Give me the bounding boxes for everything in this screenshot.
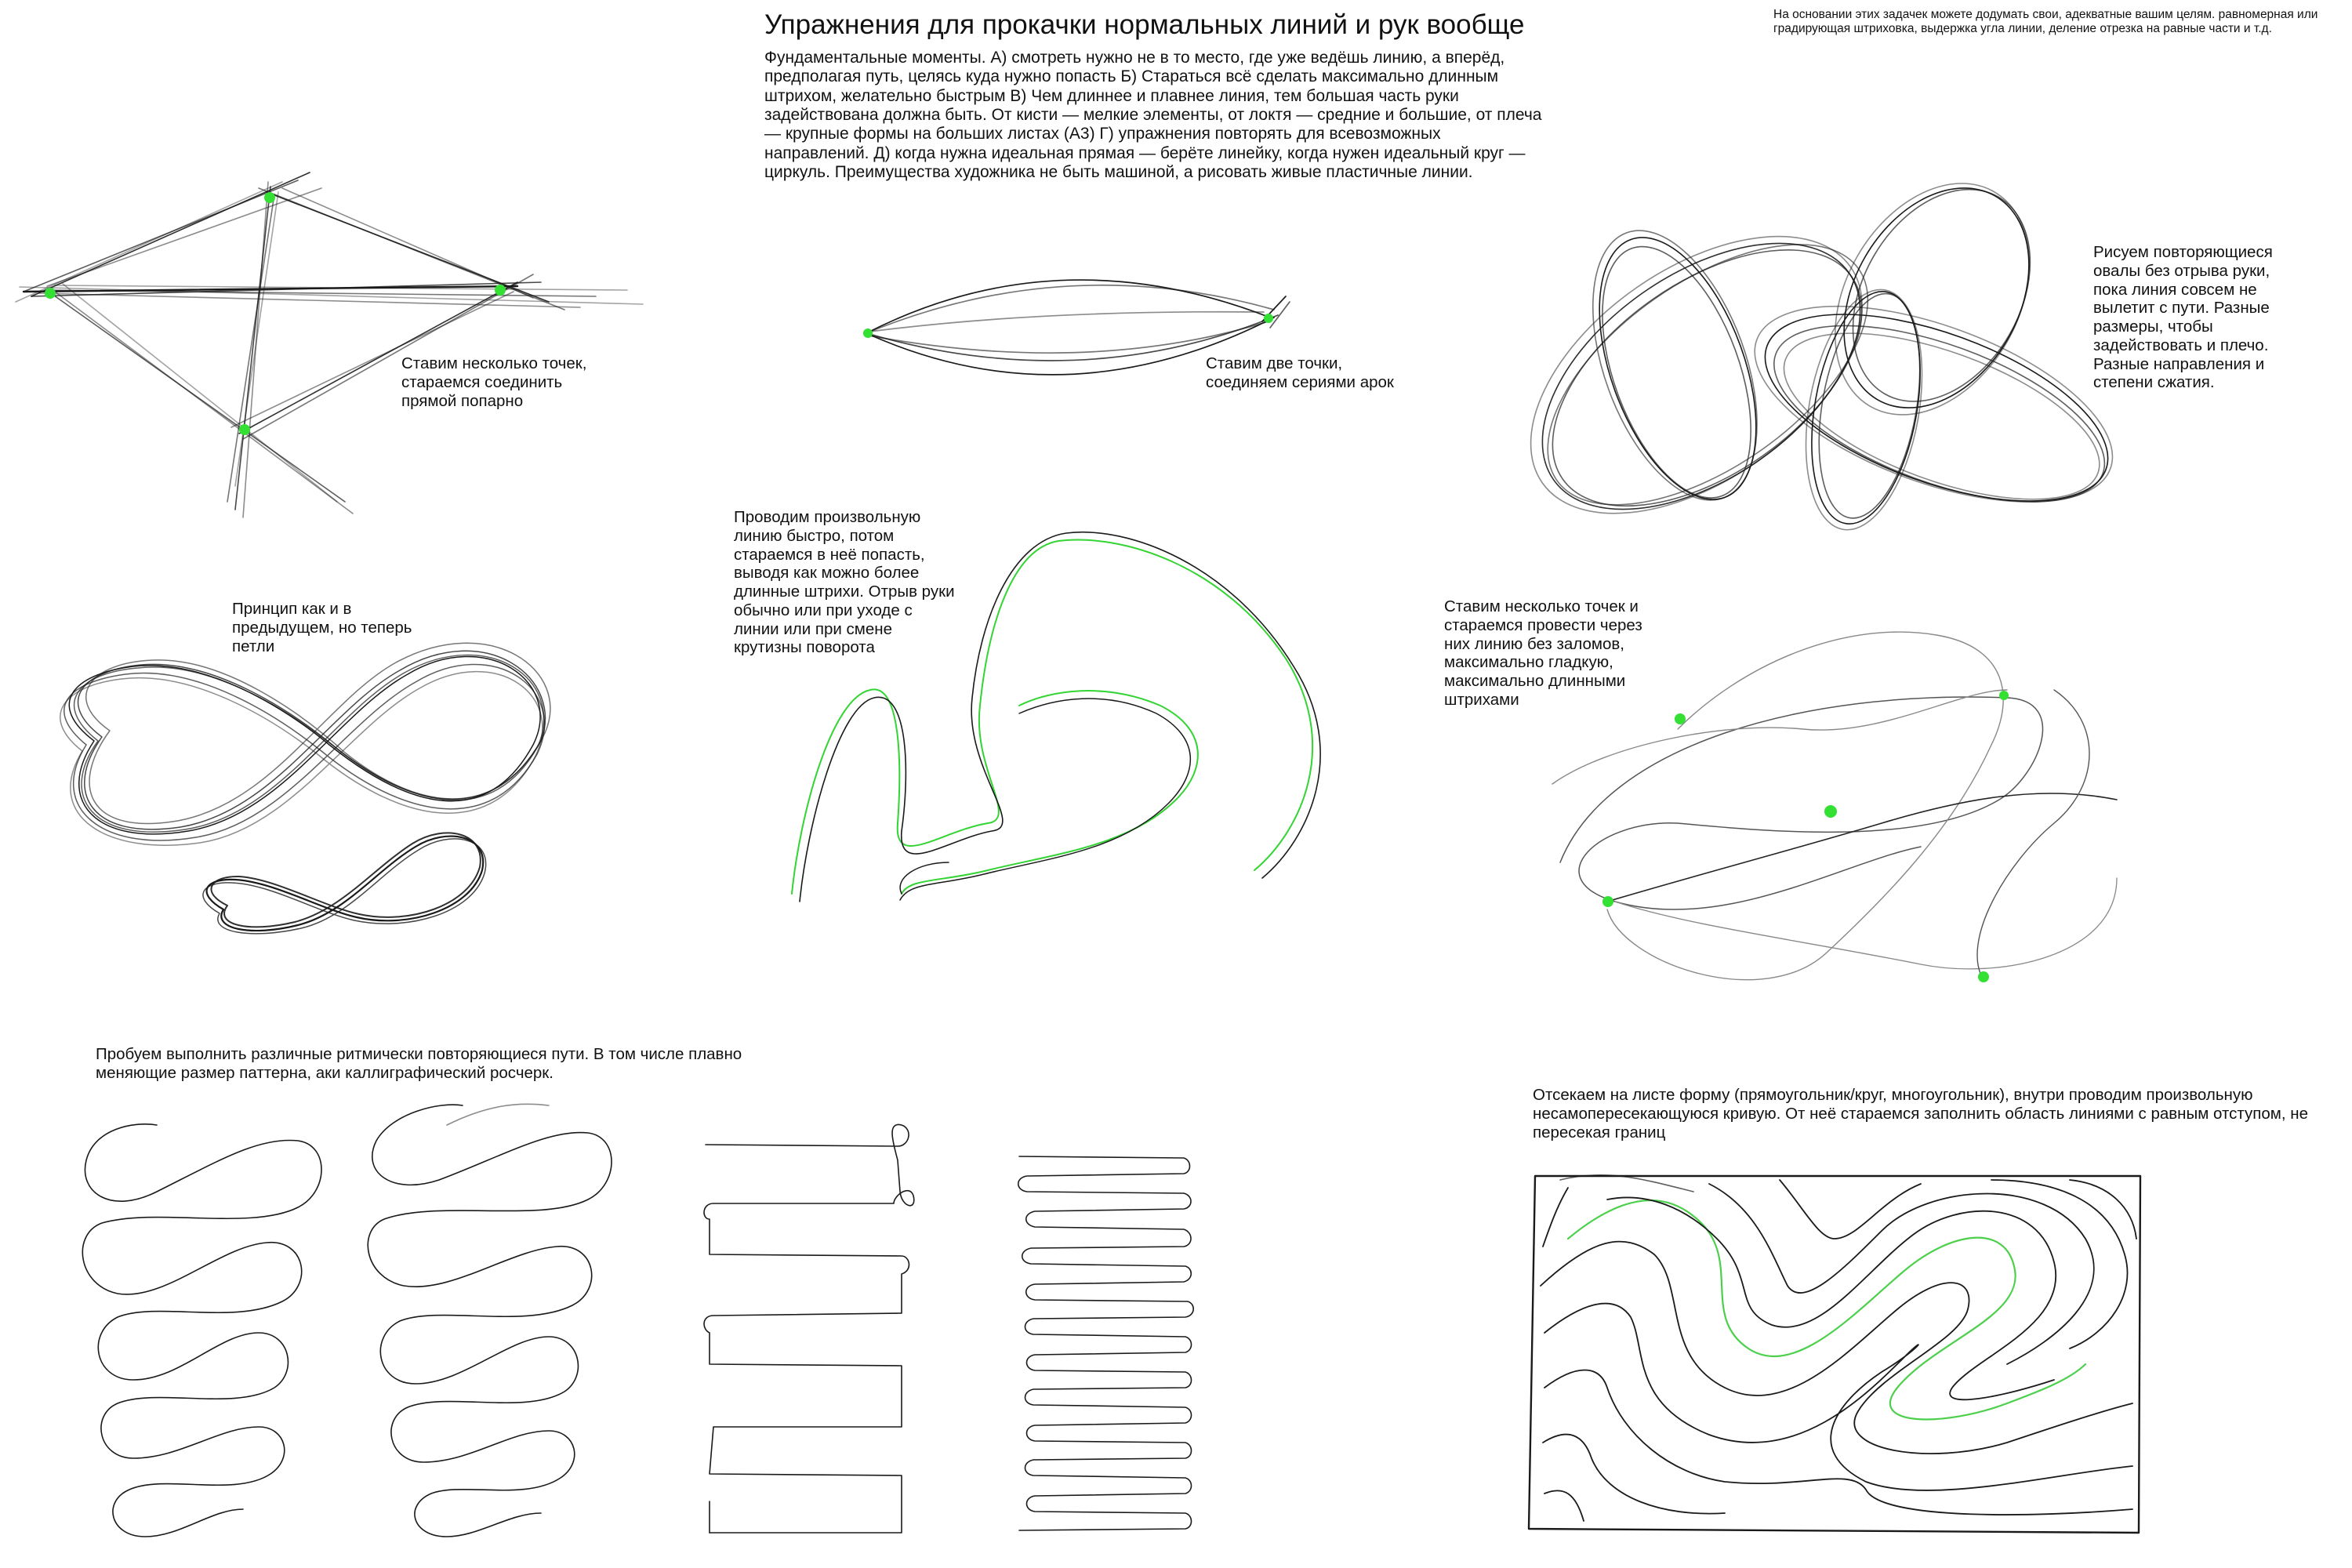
caption-free-line: Проводим произвольную линию быстро, потом стараемся в неё попасть, выводя как можно более длинные штрихи. Отрыв руки обычно или при уходе с линии или при смене крутизны поворота xyxy=(734,508,955,657)
caption-straight-lines: Ставим несколько точек, стараемся соединить прямой попарно xyxy=(401,354,587,410)
side-note: На основании этих задачек можете додумать свои, адекватные вашим целям. равномерная или градирующая штриховка, выдержка угла линии, деление отрезка на равные части и т.д. xyxy=(1773,8,2318,35)
caption-loops: Принцип как и в предыдущем, но теперь петли xyxy=(232,600,412,655)
caption-smooth-through-points: Ставим несколько точек и стараемся провести через них линию без заломов, максимально гладкую, максимально длинными штрихами xyxy=(1444,597,1642,709)
intro-paragraph: Фундаментальные моменты. А) смотреть нужно не в то место, где уже ведёшь линию, а вперёд, предполагая путь, целясь куда нужно попасть Б) Стараться всё сделать максимально длинным штрихом, желательно быстрым В) Чем длиннее и плавнее линия, тем большая часть руки задействована должна быть. От кисти — мелкие элементы, от локтя — средние и большие, от плеча — крупные формы на больших листах (А3) Г) упражнения повторять для всевозможных направлений. Д) когда нужна идеальная прямая — берёте линейку, когда нужен идеальный круг — циркуль. Преимущества художника не быть машиной, а рисовать живые пластичные линии. xyxy=(764,49,1542,182)
fill-shape-exercise xyxy=(1529,1175,2140,1533)
caption-arcs: Ставим две точки, соединяем сериями арок xyxy=(1206,354,1394,391)
rhythm-exercise xyxy=(82,1104,1193,1537)
caption-fill-shape: Отсекаем на листе форму (прямоугольник/круг, многоугольник), внутри проводим произвольную несамопересекающуюся кривую. От неё стараемся заполнить область линиями с равным отступом, не пересекая границ xyxy=(1533,1086,2308,1142)
page-title: Упражнения для прокачки нормальных линий и рук вообще xyxy=(764,9,1525,40)
straight-lines-exercise xyxy=(16,172,643,517)
loops-exercise xyxy=(60,643,550,934)
caption-rhythm: Пробуем выполнить различные ритмически повторяющиеся пути. В том числе плавно меняющие размер паттерна, аки каллиграфический росчерк. xyxy=(96,1045,742,1082)
ovals-exercise xyxy=(1482,149,2137,570)
caption-ovals: Рисуем повторяющиеся овалы без отрыва руки, пока линия совсем не вылетит с пути. Разные размеры, чтобы задействовать и плечо. Разные направления и степени сжатия. xyxy=(2093,243,2273,392)
